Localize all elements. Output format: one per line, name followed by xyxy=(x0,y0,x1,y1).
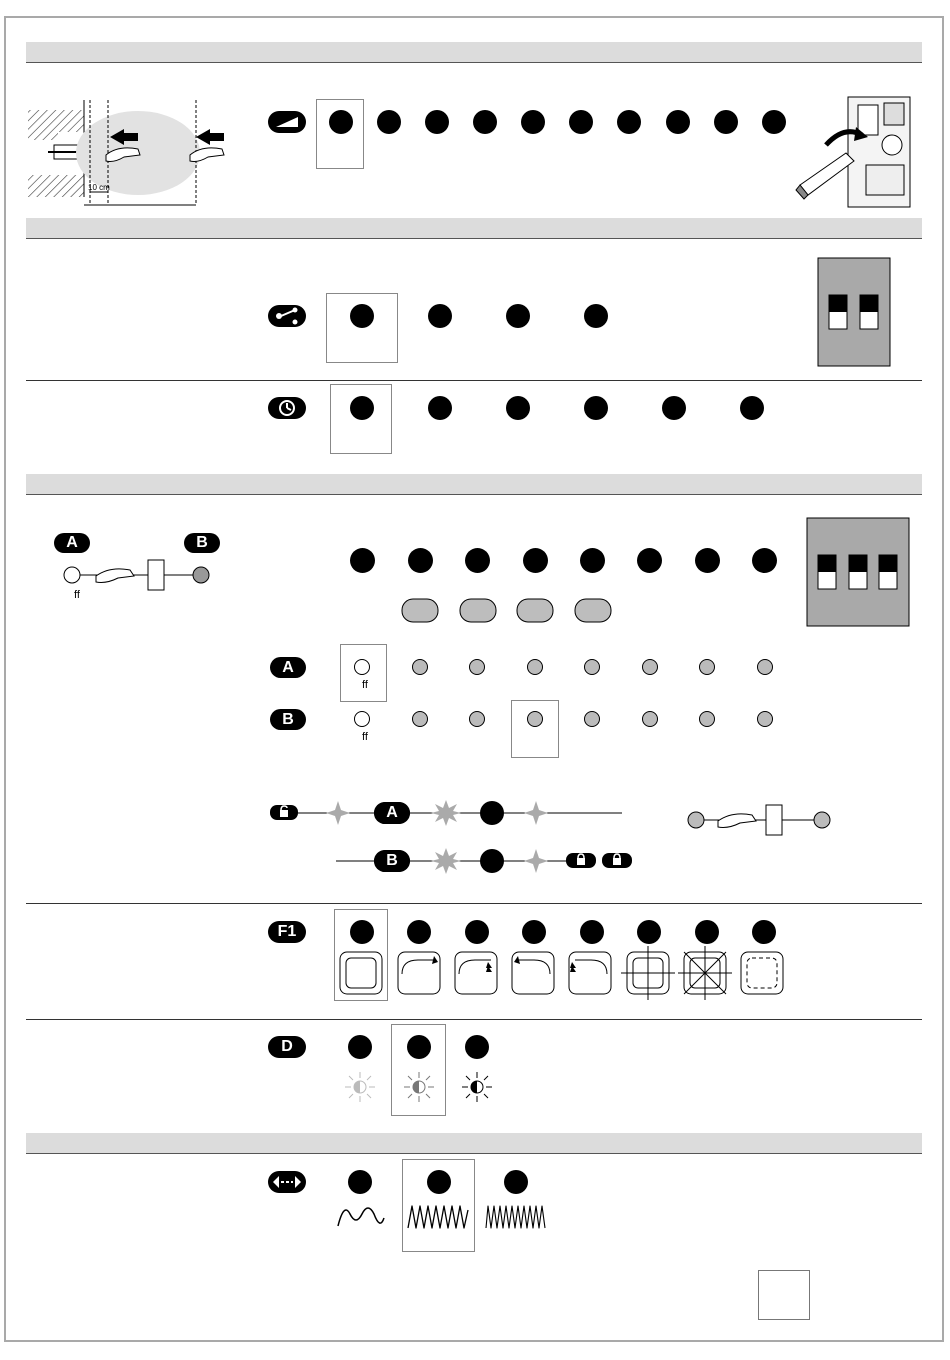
screwdriver-adjust-illustration xyxy=(796,95,914,210)
section-header-sensitivity xyxy=(26,42,922,63)
distance-label: 10 cm xyxy=(88,183,110,192)
sensitivity-level-7[interactable] xyxy=(617,110,641,134)
badge-b: B xyxy=(184,533,220,553)
timer-option-3[interactable] xyxy=(506,396,530,420)
pairing-illustration xyxy=(60,558,220,594)
mode-option-2[interactable] xyxy=(428,304,452,328)
dip-switch-3way[interactable] xyxy=(807,518,909,627)
range-option-3[interactable] xyxy=(504,1170,528,1194)
range-option-1[interactable] xyxy=(348,1170,372,1194)
channel-b-badge: B xyxy=(270,709,306,730)
group-brackets xyxy=(400,598,616,624)
sequence-badge-b: B xyxy=(374,850,410,872)
timer-option-1[interactable] xyxy=(350,396,374,420)
pair-slot-8[interactable] xyxy=(752,548,777,573)
lock-sequence-a xyxy=(268,798,628,828)
timer-option-5[interactable] xyxy=(662,396,686,420)
mode-switch-icon xyxy=(268,305,306,327)
sequence-badge-a: A xyxy=(374,802,410,824)
channel-a-badge: A xyxy=(270,657,306,678)
ff-label-b: ff xyxy=(362,731,368,743)
timer-option-2[interactable] xyxy=(428,396,452,420)
mode-option-4[interactable] xyxy=(584,304,608,328)
function-option-7[interactable] xyxy=(695,920,719,944)
sensitivity-level-3[interactable] xyxy=(425,110,449,134)
pairing-press-illustration xyxy=(686,803,832,839)
brightness-option-2[interactable] xyxy=(407,1035,431,1059)
function-option-2[interactable] xyxy=(407,920,431,944)
function-option-1[interactable] xyxy=(350,920,374,944)
sensitivity-level-10[interactable] xyxy=(762,110,786,134)
mode-option-3[interactable] xyxy=(506,304,530,328)
pair-slot-6[interactable] xyxy=(637,548,662,573)
sensitivity-level-9[interactable] xyxy=(714,110,738,134)
section-header-range xyxy=(26,1133,922,1154)
pair-slot-3[interactable] xyxy=(465,548,490,573)
pair-slot-4[interactable] xyxy=(523,548,548,573)
ff-label: ff xyxy=(74,589,80,601)
sensitivity-ramp-icon xyxy=(268,111,306,133)
channel-a-leds xyxy=(353,658,778,676)
brightness-option-3[interactable] xyxy=(465,1035,489,1059)
function-option-5[interactable] xyxy=(580,920,604,944)
sensitivity-level-5[interactable] xyxy=(521,110,545,134)
pair-slot-5[interactable] xyxy=(580,548,605,573)
function-option-8[interactable] xyxy=(752,920,776,944)
sensitivity-level-4[interactable] xyxy=(473,110,497,134)
sensitivity-level-1[interactable] xyxy=(329,110,353,134)
section-header-configuration xyxy=(26,218,922,239)
dip-switch-2way[interactable] xyxy=(818,258,890,367)
sensitivity-level-2[interactable] xyxy=(377,110,401,134)
timer-option-6[interactable] xyxy=(740,396,764,420)
range-arrows-icon xyxy=(268,1171,306,1193)
page-number-box xyxy=(758,1270,810,1320)
frequency-wave-icons xyxy=(336,1200,550,1236)
function-mode-icons xyxy=(338,950,790,996)
mode-option-1[interactable] xyxy=(350,304,374,328)
row-divider xyxy=(26,380,922,381)
section-header-pairing xyxy=(26,474,922,495)
function-option-4[interactable] xyxy=(522,920,546,944)
wall-sensor-illustration xyxy=(28,95,243,210)
function-option-6[interactable] xyxy=(637,920,661,944)
pair-slot-7[interactable] xyxy=(695,548,720,573)
range-option-2[interactable] xyxy=(427,1170,451,1194)
pair-slot-2[interactable] xyxy=(408,548,433,573)
f1-icon: F1 xyxy=(268,921,306,943)
ff-label-a: ff xyxy=(362,679,368,691)
sensitivity-level-6[interactable] xyxy=(569,110,593,134)
row-divider xyxy=(26,903,922,904)
brightness-sun-icons xyxy=(343,1070,495,1104)
selection-box xyxy=(511,700,559,758)
brightness-option-1[interactable] xyxy=(348,1035,372,1059)
timer-option-4[interactable] xyxy=(584,396,608,420)
dimmer-icon: D xyxy=(268,1036,306,1058)
pair-slot-1[interactable] xyxy=(350,548,375,573)
clock-icon xyxy=(268,397,306,419)
function-option-3[interactable] xyxy=(465,920,489,944)
sensitivity-level-8[interactable] xyxy=(666,110,690,134)
channel-b-leds xyxy=(353,710,778,728)
row-divider xyxy=(26,1019,922,1020)
badge-a: A xyxy=(54,533,90,553)
